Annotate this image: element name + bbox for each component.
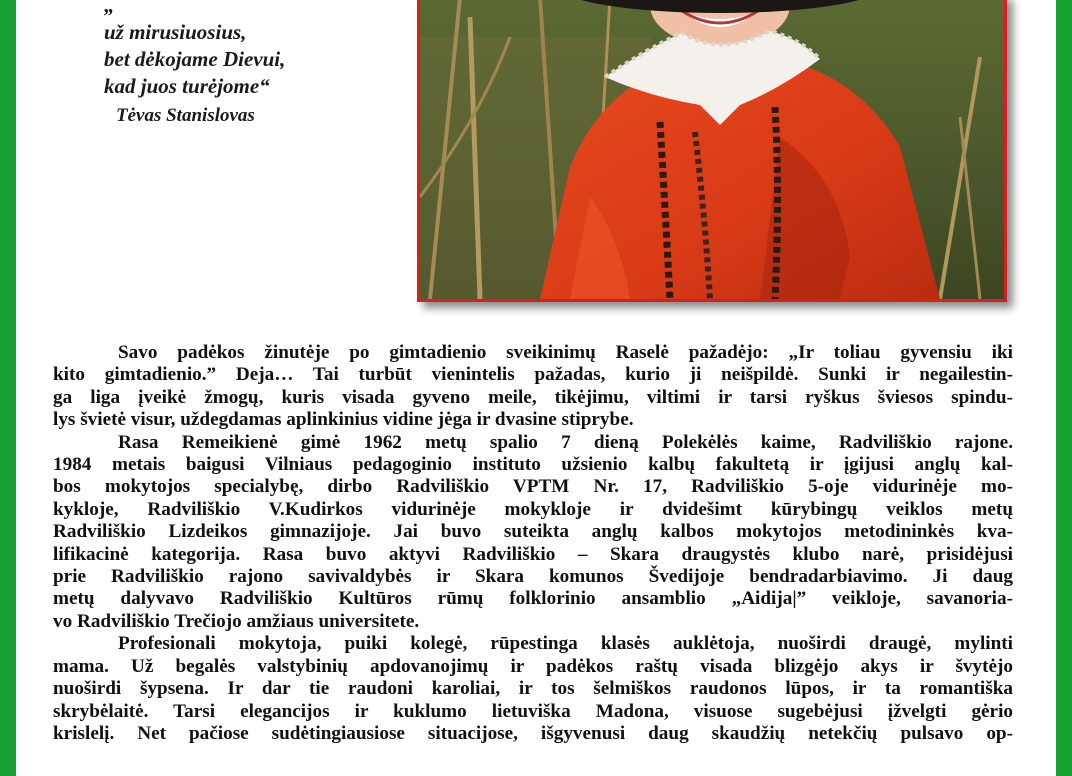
paragraph-line: kito gimtadienio.” Deja… Tai turbūt vienintelis pažadas, kurio ji neišpildė. Sunki ir negailestin- (53, 364, 1013, 386)
paragraph-line: nuoširdi šypsena. Ir dar tie raudoni karoliai, ir tos šelmiškos raudonos lūpos, ir ta romantiška (53, 678, 1013, 700)
quote-line: už mirusiuosius, (104, 20, 247, 44)
paragraph-line: Rasa Remeikienė gimė 1962 metų spalio 7 dieną Polekėlės kaime, Radviliškio rajone. (118, 431, 1013, 453)
paragraph-line: Radviliškio Lizdeikos gimnazijoje. Jai buvo suteikta anglų kalbos mokytojos metodininkės kva- (53, 521, 1013, 543)
portrait-photo (417, 0, 1007, 302)
paragraph-line: skrybėlaitė. Tarsi elegancijos ir kuklumo lietuviška Madona, visuose sugebėjusi įžvelgti gėrio (53, 700, 1013, 722)
paragraph-line: bos mokytojos specialybę, dirbo Radviliškio VPTM Nr. 17, Radviliškio 5-oje vidurinėje mo- (53, 476, 1013, 498)
paragraph-line: 1984 metais baigusi Vilniaus pedagoginio instituto užsienio kalbų fakultetą ir įgijusi anglų kal- (53, 454, 1013, 476)
green-border-right (1056, 0, 1072, 776)
paragraph-line: krislelį. Net pačiose sudėtingiausiose situacijose, išgyvenusi daug skaudžių netekčių pulsavo op- (53, 722, 1013, 744)
paragraph-line: mama. Už begalės valstybinių apdovanojimų ir padėkos raštų visada blizgėjo akys ir švytėjo (53, 655, 1013, 677)
paragraph-line: lifikacinė kategorija. Rasa buvo aktyvi Radviliškio – Skara draugystės klubo narė, prisidėjusi (53, 543, 1013, 565)
paragraph-line: prie Radviliškio rajono savivaldybės ir Skara komunos Švedijoje bendradarbiavimo. Ji daug (53, 566, 1013, 588)
paragraph-line: metų dalyvavo Radviliškio Kultūros rūmų folklorinio ansamblio „Aidija|” veikloje, savanoria- (53, 588, 1013, 610)
quote-line: bet dėkojame Dievui, (104, 47, 286, 71)
paragraph-line: Profesionali mokytoja, puiki kolegė, rūpestinga klasės auklėtoja, nuoširdi draugė, mylinti (118, 633, 1013, 655)
paragraph-line: lys švietė visur, uždegdamas aplinkinius vidine jėga ir dvasine stiprybe. (53, 409, 634, 431)
paragraph-line: ga liga įveikė žmogų, kuris visada gyveno meile, tikėjimu, viltimi ir tarsi ryškus šviesos spindu- (53, 386, 1013, 408)
paragraph-line: kykloje, Radviliškio V.Kudirkos vidurinėje mokykloje ir dvidešimt kūrybingų veiklos metų (53, 498, 1013, 520)
green-border-left (0, 0, 16, 776)
paragraph-line: vo Radviliškio Trečiojo amžiaus universitete. (53, 610, 420, 632)
portrait-photo-illustration (420, 0, 1004, 299)
quote-line: „ (104, 0, 115, 17)
quote-author: Tėvas Stanislovas (116, 105, 255, 126)
biography-text (53, 342, 1013, 745)
quote-line: kad juos turėjome“ (104, 74, 270, 98)
paragraph-line: Savo padėkos žinutėje po gimtadienio sveikinimų Raselė pažadėjo: „Ir toliau gyvensiu iki (118, 342, 1013, 363)
epigraph-quote (104, 0, 285, 100)
